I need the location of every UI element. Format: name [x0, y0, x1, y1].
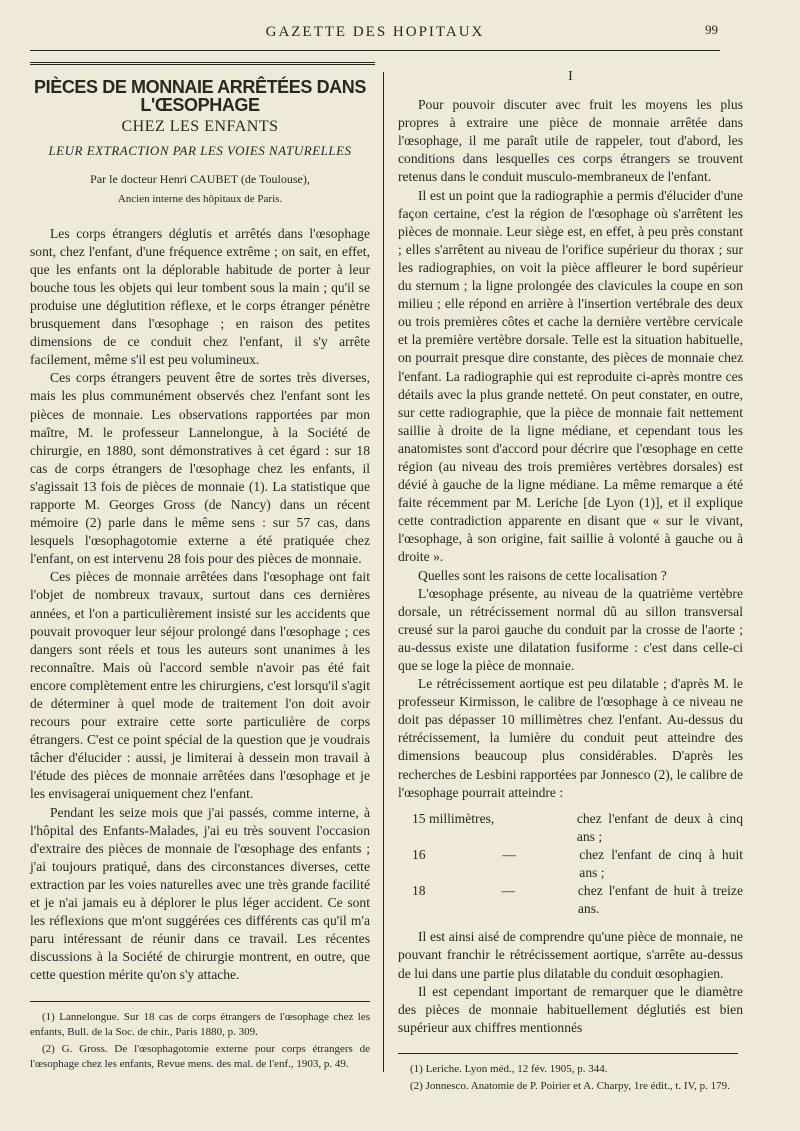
list-dash: — — [501, 883, 516, 899]
page-number: 99 — [705, 22, 718, 37]
dimension-list — [398, 810, 743, 919]
byline: Par le docteur Henri CAUBET (de Toulouse), — [90, 172, 310, 187]
article-subsubtitle: LEUR EXTRACTION PAR LES VOIES NATURELLES — [48, 143, 352, 159]
column-separator — [383, 72, 384, 1072]
footnote: (1) Lannelongue. Sur 18 cas de corps étrangers de l'œsophage chez les enfants, Bull. de la Soc. de chir., Paris 1880, p. 309. — [30, 1010, 370, 1038]
list-size: 18 — [412, 883, 426, 899]
section-number: I — [568, 69, 573, 84]
paragraph: Ces corps étrangers peuvent être de sortes très diverses, mais les plus communément observés chez l'enfant sont les pièces de monnaie. Les observations rapportées par mon maître, M. le professeur Lannelongue, à la Société de chirurgie, en 1880, sont démonstratives à cet égard : sur 18 cas de corps étrangers de l'œsophage chez les enfants, il s'agissait 13 fois de pièces de monnaie (1). La statistique que rapporte M. Georges Gross (de Nancy) dans un récent mémoire (2) parle dans le même sens : sur 57 cas, dans lesquels l'œsophagotomie externe a été pratiquée chez l'enfant, on est intervenu 28 fois pour des pièces de monnaie. — [30, 370, 370, 567]
paragraph: Quelles sont les raisons de cette localisation ? — [418, 567, 667, 583]
footnote: (2) G. Gross. De l'œsophagotomie externe pour corps étrangers de l'œsophage chez les enfants, Revue mens. des mal. de l'enf., 1903, p. 49. — [30, 1042, 370, 1070]
footnote-rule — [30, 1001, 370, 1002]
list-desc: chez l'enfant de cinq à huit ans ; — [579, 846, 743, 881]
article-title: PIÈCES DE MONNAIE ARRÊTÉES DANS L'ŒSOPHAGE — [34, 77, 366, 116]
list-size: 15 millimètres, — [412, 810, 495, 826]
footnote-rule — [398, 1053, 738, 1054]
running-title: GAZETTE DES HOPITAUX — [265, 24, 485, 40]
paragraph: Ces pièces de monnaie arrêtées dans l'œsophage ont fait l'objet de nombreux travaux, surtout dans ces dernières années, et l'on a particulièrement insisté sur les accidents que pouvait provoquer leur séjour prolongé dans l'œsophage ; ces dangers sont réels et tous les auteurs sont unanimes à les reconnaître. Mais où l'accord semble n'avoir pas été fait encore complètement entre les chirurgiens, c'est lorsqu'il s'agit de déterminer à quel mode de traitement l'on doit avoir recours pour extraire cette sorte particulière de corps étrangers. C'est ce point spécial de la question que je voudrais tâcher d'élucider : aussi, je limiterai à dessein mon travail à l'étude des pièces de monnaie arrêtées dans l'œsophage et je les envisagerai uniquement chez l'enfant. — [30, 569, 370, 802]
list-desc: chez l'enfant de deux à cinq ans ; — [576, 810, 743, 844]
list-item — [412, 810, 743, 846]
paragraph: Pendant les seize mois que j'ai passés, comme interne, à l'hôpital des Enfants-Malades, j'ai eu très souvent l'occasion d'extraire des pièces de monnaie de l'œsophage des enfants ; j'ai toujours pratiqué, dans des circonstances diverses, cette extraction par les voies naturelles avec une très grande facilité et je n'ai jamais eu à déplorer le plus léger accident. Ce sont les réflexions que m'ont suggérées ces différents cas qu'il m'a paru intéressant de réunir dans ce travail. Les récentes discussions à la Société de chirurgie montrent, en outre, que cette question mérite qu'on s'y attache. — [30, 804, 370, 983]
paragraph: Les corps étrangers déglutis et arrêtés dans l'œsophage sont, chez l'enfant, d'une fréquence extrême ; on sait, en effet, que les enfants ont la déplorable habitude de porter à leur bouche tous les objets qui leur tombent sous la main ; qu'il se produise une déglutition réflexe, et le corps étranger pénètre brusquement dans l'œsophage ; en raison des petites dimensions de ce conduit chez l'enfant, il s'y arrête facilement, même s'il est peu volumineux. — [30, 225, 370, 368]
paragraph: L'œsophage présente, au niveau de la quatrième vertèbre dorsale, un rétrécissement normal dû au sillon transversal creusé sur la paroi gauche du conduit par la crosse de l'aorte ; au-dessus existe une dilatation fusiforme : c'est dans celle-ci que se loge la pièce de monnaie. — [398, 585, 743, 673]
list-desc: chez l'enfant de huit à treize ans. — [577, 883, 743, 917]
list-dash: — — [502, 846, 516, 862]
footnote: (1) Leriche. Lyon méd., 12 fév. 1905, p. 344. — [410, 1062, 608, 1075]
byline-affiliation: Ancien interne des hôpitaux de Paris. — [117, 193, 283, 206]
list-item — [412, 882, 743, 918]
paragraph: Il est cependant important de remarquer que le diamètre des pièces de monnaie habituellement déglutiés est bien supérieur aux chiffres mentionnés — [398, 983, 743, 1035]
footnote: (2) Jonnesco. Anatomie de P. Poirier et A. Charpy, 1re édit., t. IV, p. 179. — [410, 1079, 730, 1092]
paragraph: Il est ainsi aisé de comprendre qu'une pièce de monnaie, ne pouvant franchir le rétrécissement aortique, s'arrête au-dessus de lui dans une partie plus dilatable du conduit œsophagien. — [398, 929, 743, 981]
article-subtitle: CHEZ LES ENFANTS — [121, 118, 279, 136]
paragraph: Le rétrécissement aortique est peu dilatable ; d'après M. le professeur Kirmisson, le calibre de l'œsophage à ce niveau ne doit pas dépasser 10 millimètres chez l'enfant. Au-dessus du rétrécissement, la lumière du conduit peut atteindre des dimensions beaucoup plus considérables. D'après les recherches de Lesbini rapportées par Jonnesco (2), le calibre de l'œsophage pourrait atteindre : — [398, 676, 743, 800]
list-dash — [501, 810, 577, 846]
left-column — [30, 72, 370, 1074]
header-rule — [30, 50, 720, 51]
list-size: 16 — [412, 846, 426, 862]
paragraph: Il est un point que la radiographie a permis d'élucider d'une façon certaine, c'est la région de l'œsophage où s'arrêtent les pièces de monnaie. Leur siège est, en effet, à peu près constant ; elles s'arrêtent au niveau de l'orifice supérieur du thorax ; sur les radiographies, on voit la pièce affleurer le bord supérieur du sternum ; la ligne prolongée des clavicules la coupe en son milieu ; elle répond en arrière à l'insertion vertébrale des deux ou trois premières côtes et cache la dernière vertèbre cervicale et la première vertèbre dorsale. Telle est la situation habituelle, on pourrait presque dire constante, des pièces de monnaie chez l'enfant. La radiographie qui est reproduite ci-après montre ces détails avec la plus grande netteté. On peut constater, en outre, sur cette radiographie, que la pièce de monnaie fait nettement saillie à droite de la ligne médiane, et cependant tous les anatomistes sont d'accord pour décrire que l'œsophage en cette région (au niveau des trois premières vertèbres dorsales) est dévié à gauche de la ligne médiane. La même remarque a été faite récemment par M. Leriche [de Lyon (1)], et il explique cette contradiction apparente en disant que « sur le vivant, l'œsophage, à son origine, fait saillie à volonté à gauche ou à droite ». — [398, 187, 743, 565]
right-column — [398, 68, 743, 1096]
title-rule — [30, 62, 375, 65]
list-item — [412, 846, 743, 882]
paragraph: Pour pouvoir discuter avec fruit les moyens les plus propres à extraire une pièce de monnaie arrêtée dans l'œsophage, il me paraît utile de rappeler, tout d'abord, les conditions dans lesquelles ces corps étrangers se trouvent retenus dans le conduit musculo-membraneux de l'enfant. — [398, 97, 743, 185]
